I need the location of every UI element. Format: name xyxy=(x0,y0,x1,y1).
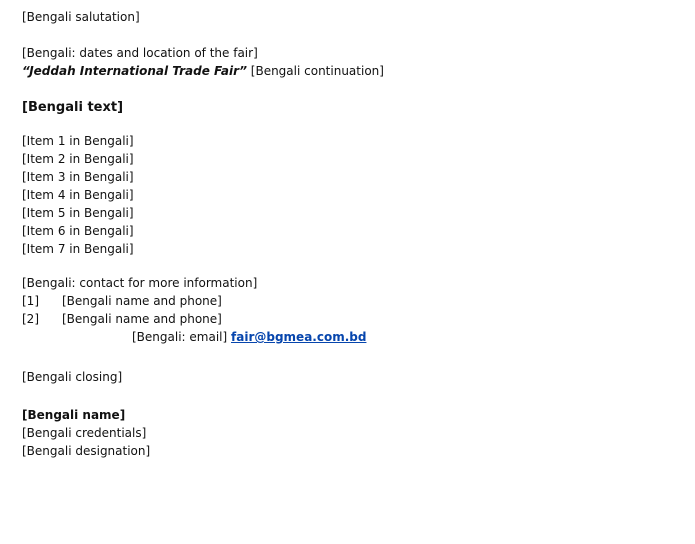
contact-row xyxy=(22,310,677,328)
request-paragraph: [Bengali text] xyxy=(22,100,124,115)
list-item-1: [Item 1 in Bengali] xyxy=(22,134,134,148)
email-link[interactable]: fair@bgmea.com.bd xyxy=(231,330,367,344)
requirements-list xyxy=(22,132,677,258)
intro-line-2-rest: [Bengali continuation] xyxy=(250,64,384,78)
contact-row xyxy=(22,292,677,310)
contact-text: [Bengali name and phone] xyxy=(62,312,222,326)
list-item-2: [Item 2 in Bengali] xyxy=(22,152,134,166)
list-item-6: [Item 6 in Bengali] xyxy=(22,224,134,238)
list-item-3: [Item 3 in Bengali] xyxy=(22,170,134,184)
intro-line-2 xyxy=(22,62,677,80)
intro-line-1: [Bengali: dates and location of the fair] xyxy=(22,46,258,60)
contact-number: [1] xyxy=(22,294,39,308)
email-label: [Bengali: email] xyxy=(132,330,228,344)
intro-paragraph xyxy=(22,44,677,80)
list-item-4: [Item 4 in Bengali] xyxy=(22,188,134,202)
signature-designation: [Bengali designation] xyxy=(22,444,151,458)
signature-credentials: [Bengali credentials] xyxy=(22,426,147,440)
letter-page xyxy=(22,8,677,460)
contact-number: [2] xyxy=(22,312,39,326)
email-row xyxy=(22,328,677,346)
list-item-5: [Item 5 in Bengali] xyxy=(22,206,134,220)
fair-name: “Jeddah International Trade Fair” xyxy=(22,64,247,78)
contacts-section xyxy=(22,274,677,346)
contact-text: [Bengali name and phone] xyxy=(62,294,222,308)
contact-intro: [Bengali: contact for more information] xyxy=(22,276,258,290)
list-item-7: [Item 7 in Bengali] xyxy=(22,242,134,256)
salutation: [Bengali salutation] xyxy=(22,10,140,24)
signature-name: [Bengali name] xyxy=(22,408,126,422)
closing: [Bengali closing] xyxy=(22,370,123,384)
